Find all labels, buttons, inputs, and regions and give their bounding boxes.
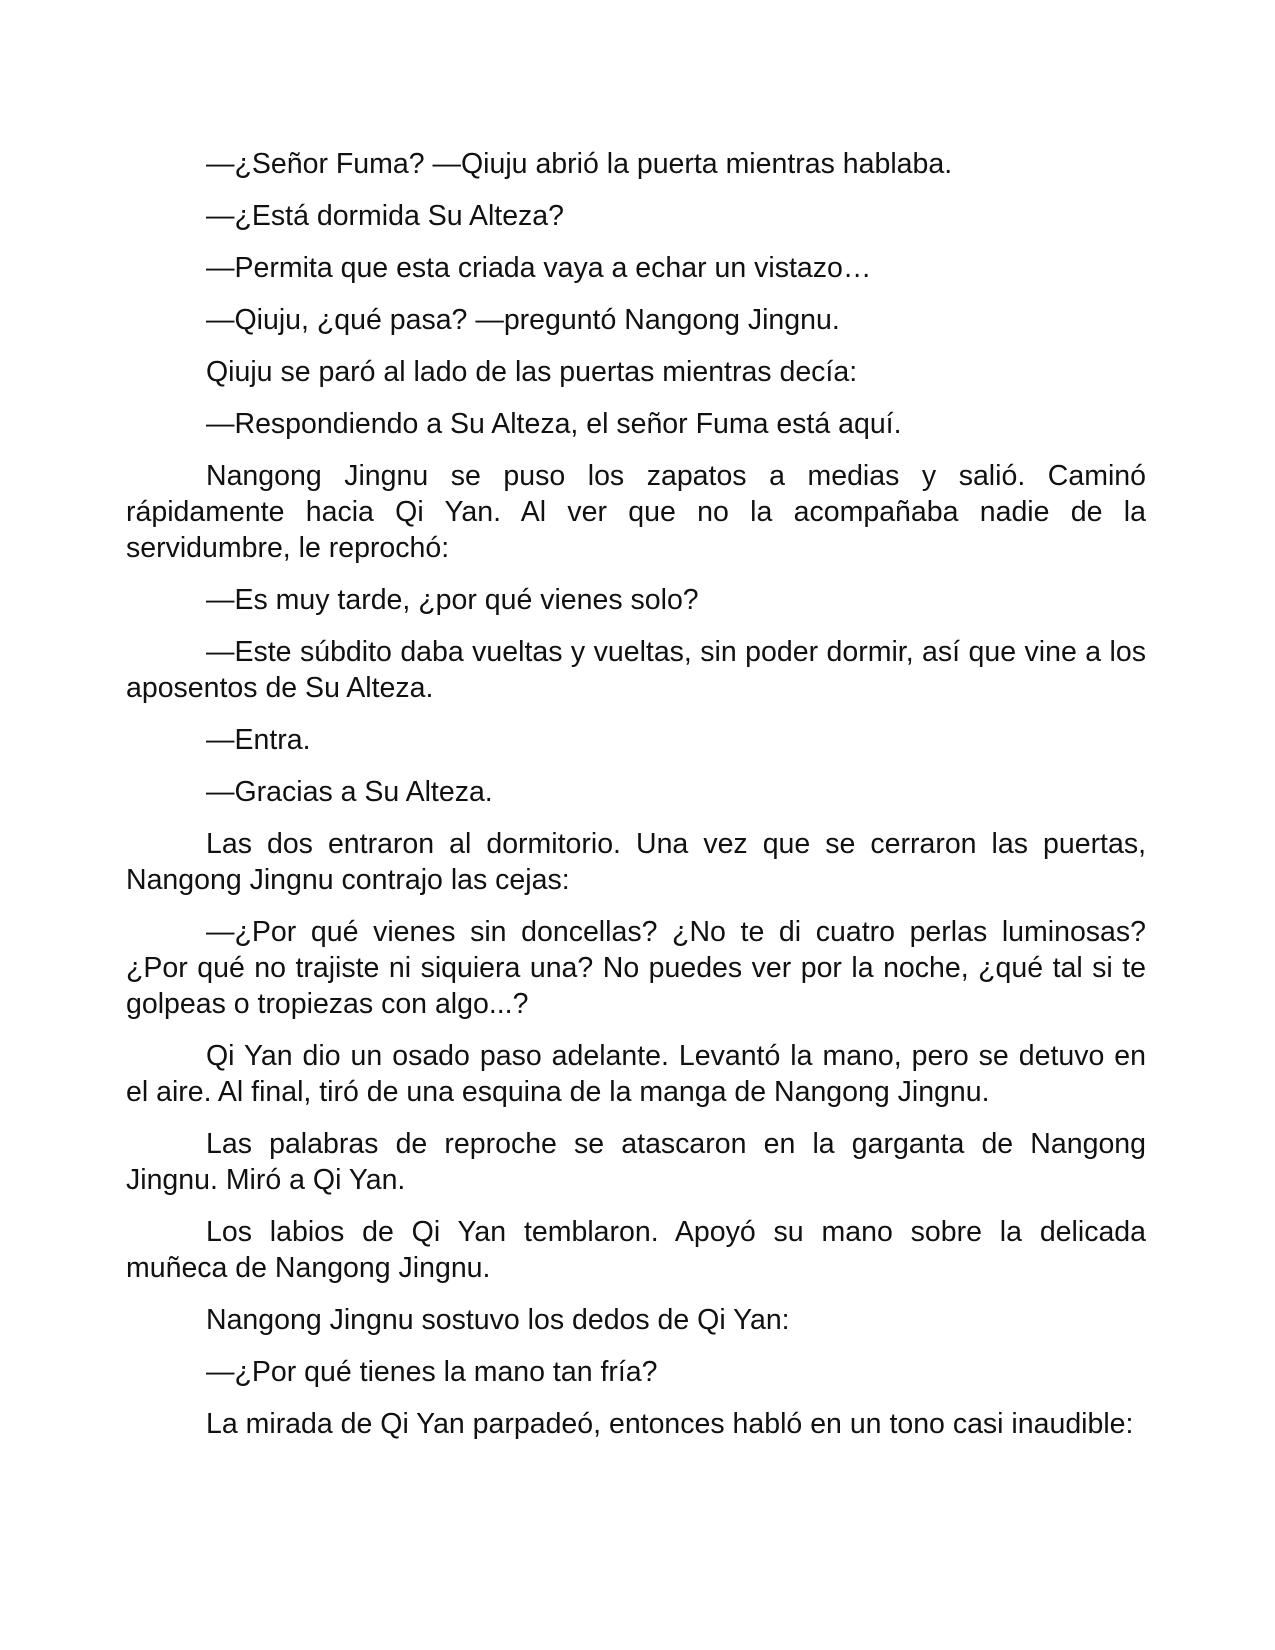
paragraph: —Respondiendo a Su Alteza, el señor Fuma está aquí.	[206, 408, 902, 440]
paragraph: Las palabras de reproche se atascaron en la garganta de Nangong Jingnu. Miró a Qi Yan.	[126, 1128, 1146, 1196]
paragraph: —¿Por qué vienes sin doncellas? ¿No te di cuatro perlas luminosas? ¿Por qué no trajiste ni siquiera una? No puedes ver por la noche, ¿qué tal si te golpeas o tropiezas con algo...?	[126, 916, 1146, 1020]
paragraph: Qi Yan dio un osado paso adelante. Levantó la mano, pero se detuvo en el aire. Al final, tiró de una esquina de la manga de Nangong Jingnu.	[126, 1040, 1146, 1108]
paragraph: Las dos entraron al dormitorio. Una vez que se cerraron las puertas, Nangong Jingnu contrajo las cejas:	[126, 828, 1146, 896]
paragraph: La mirada de Qi Yan parpadeó, entonces habló en un tono casi inaudible:	[206, 1408, 1134, 1440]
paragraph: —Entra.	[206, 724, 311, 756]
paragraph: Qiuju se paró al lado de las puertas mientras decía:	[206, 356, 858, 388]
paragraph: —Qiuju, ¿qué pasa? —preguntó Nangong Jingnu.	[206, 304, 840, 336]
paragraph: —Este súbdito daba vueltas y vueltas, sin poder dormir, así que vine a los aposentos de Su Alteza.	[126, 636, 1146, 704]
paragraph: —Permita que esta criada vaya a echar un vistazo…	[206, 252, 872, 284]
body-text	[126, 146, 1146, 1458]
paragraph: Nangong Jingnu se puso los zapatos a medias y salió. Caminó rápidamente hacia Qi Yan. Al ver que no la acompañaba nadie de la servidumbre, le reprochó:	[126, 460, 1146, 564]
paragraph: Nangong Jingnu sostuvo los dedos de Qi Yan:	[206, 1304, 790, 1336]
paragraph: —¿Está dormida Su Alteza?	[206, 200, 565, 232]
paragraph: —Gracias a Su Alteza.	[206, 776, 493, 808]
paragraph: —¿Señor Fuma? —Qiuju abrió la puerta mientras hablaba.	[206, 148, 953, 180]
paragraph: Los labios de Qi Yan temblaron. Apoyó su mano sobre la delicada muñeca de Nangong Jingnu.	[126, 1216, 1146, 1284]
paragraph: —¿Por qué tienes la mano tan fría?	[206, 1356, 658, 1388]
paragraph: —Es muy tarde, ¿por qué vienes solo?	[206, 584, 699, 616]
